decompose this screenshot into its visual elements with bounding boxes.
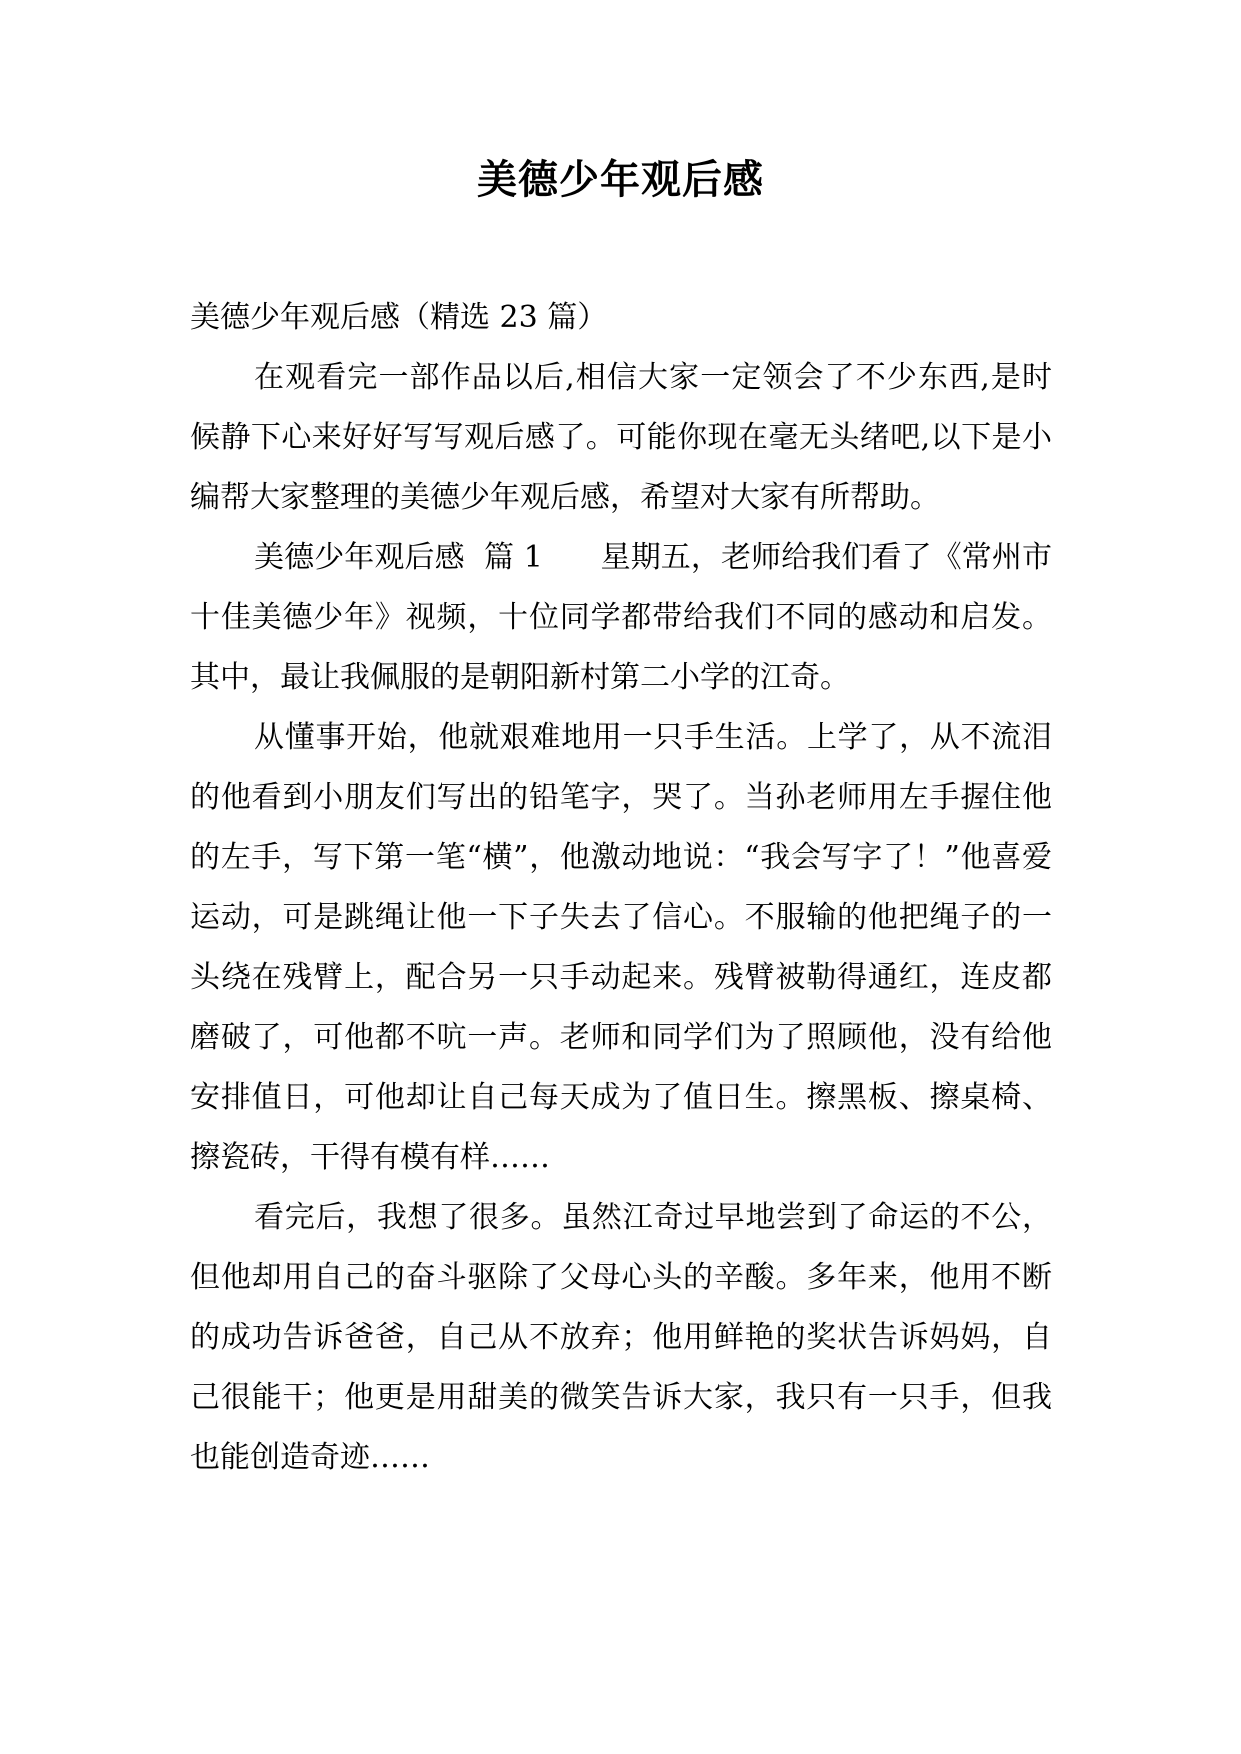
section-1-paragraph: 美德少年观后感 篇 1 星期五，老师给我们看了《常州市十佳美德少年》视频，十位同学都带给我们不同的感动和启发。其中，最让我佩服的是朝阳新村第二小学的江奇。 bbox=[190, 540, 1052, 695]
document-subtitle: 美德少年观后感（精选 23 篇） bbox=[190, 300, 608, 335]
intro-paragraph: 在观看完一部作品以后,相信大家一定领会了不少东西,是时候静下心来好好写写观后感了。可能你现在毫无头绪吧,以下是小编帮大家整理的美德少年观后感，希望对大家有所帮助。 bbox=[190, 360, 1052, 515]
reflection-paragraph: 看完后，我想了很多。虽然江奇过早地尝到了命运的不公，但他却用自己的奋斗驱除了父母心头的辛酸。多年来，他用不断的成功告诉爸爸，自己从不放弃；他用鲜艳的奖状告诉妈妈，自己很能干；他更是用甜美的微笑告诉大家，我只有一只手，但我也能创造奇迹…… bbox=[190, 1200, 1052, 1475]
story-paragraph: 从懂事开始，他就艰难地用一只手生活。上学了，从不流泪的他看到小朋友们写出的铅笔字，哭了。当孙老师用左手握住他的左手，写下第一笔“横”，他激动地说：“我会写字了！”他喜爱运动，可是跳绳让他一下子失去了信心。不服输的他把绳子的一头绕在残臂上，配合另一只手动起来。残臂被勒得通红，连皮都磨破了，可他都不吭一声。老师和同学们为了照顾他，没有给他安排值日，可他却让自己每天成为了值日生。擦黑板、擦桌椅、擦瓷砖，干得有模有样…… bbox=[190, 720, 1052, 1175]
page-title: 美德少年观后感 bbox=[477, 156, 764, 203]
document-body bbox=[190, 288, 1052, 1488]
